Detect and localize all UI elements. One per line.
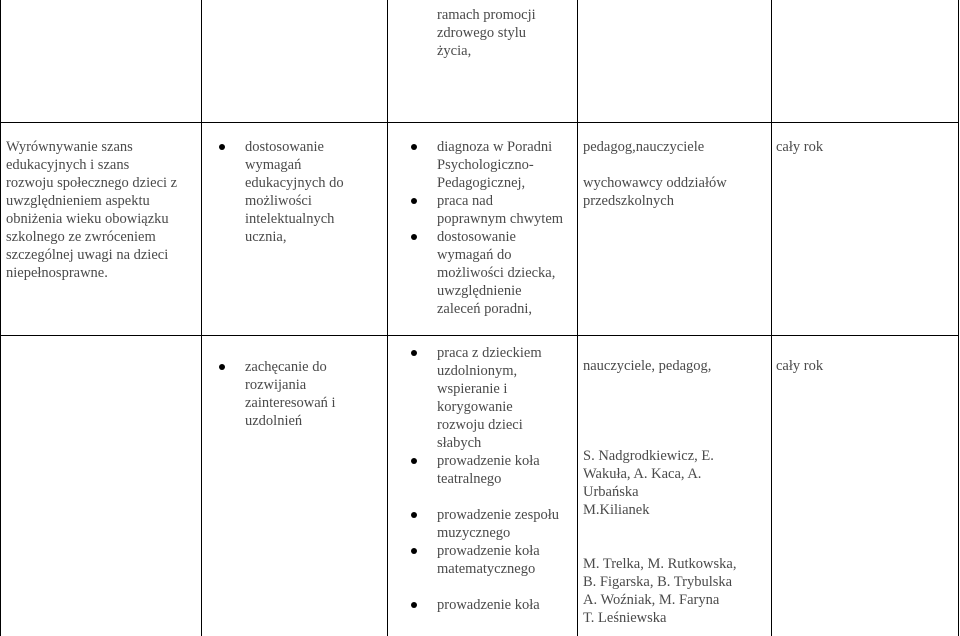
row1-deadline-text: cały rok	[776, 139, 824, 155]
column-divider-3	[577, 0, 578, 636]
row-divider-1	[0, 122, 959, 123]
row1-activities-list	[437, 138, 577, 318]
table-border-right	[958, 0, 959, 636]
list-item: zachęcanie do rozwijania zainteresowań i uzdolnień	[245, 358, 385, 430]
bullet-icon	[411, 144, 417, 150]
list-item: dostosowanie wymagań do możliwości dziecka, uwzględnienie zaleceń poradni,	[437, 228, 577, 318]
row1-activities-cell	[437, 138, 577, 318]
bullet-icon	[411, 350, 417, 356]
row0-activities-cell	[437, 6, 575, 60]
list-item: prowadzenie koła teatralnego	[437, 452, 577, 488]
bullet-icon	[411, 198, 417, 204]
row2-responsible-text-1: nauczyciele, pedagog,	[583, 358, 712, 374]
row1-area-text: Wyrównywanie szans edukacyjnych i szans rozwoju społecznego dzieci z uwzględnieniem aspektu obniżenia wieku obowiązku szkolnego ze zwróceniem szczególnej uwagi na dzieci niepełnosprawne.	[6, 139, 178, 281]
row2-tasks-list	[245, 358, 385, 430]
row2-deadline-cell	[776, 357, 956, 375]
row1-responsible-cell	[583, 138, 769, 210]
bullet-icon	[411, 602, 417, 608]
row2-responsible-text-3: M. Trelka, M. Rutkowska, B. Figarska, B. Trybulska A. Woźniak, M. Faryna T. Leśniewska	[583, 556, 737, 626]
list-item: prowadzenie koła	[437, 596, 577, 614]
row1-responsible-text-2: wychowawcy oddziałów przedszkolnych	[583, 175, 727, 209]
bullet-icon	[411, 234, 417, 240]
row2-tasks-cell	[245, 358, 385, 430]
row2-deadline-text: cały rok	[776, 358, 824, 374]
bullet-icon	[219, 144, 225, 150]
column-divider-1	[201, 0, 202, 636]
list-item: diagnoza w Poradni Psychologiczno- Pedagogicznej,	[437, 138, 577, 192]
column-divider-2	[387, 0, 388, 636]
bullet-icon	[411, 458, 417, 464]
row1-responsible-text-1: pedagog,nauczyciele	[583, 139, 705, 155]
row-divider-2	[0, 335, 959, 336]
row2-responsible-text-2: S. Nadgrodkiewicz, E. Wakuła, A. Kaca, A. Urbańska M.Kilianek	[583, 448, 714, 518]
row1-tasks-cell	[245, 138, 385, 246]
row2-activities-cell	[437, 344, 577, 614]
list-item: prowadzenie koła matematycznego	[437, 542, 577, 578]
list-item: praca nad poprawnym chwytem	[437, 192, 577, 228]
bullet-icon	[411, 548, 417, 554]
list-item: prowadzenie zespołu muzycznego	[437, 506, 577, 542]
row0-activities-text: ramach promocji zdrowego stylu życia,	[437, 7, 536, 59]
bullet-icon	[219, 364, 225, 370]
row2-responsible-cell	[583, 357, 769, 626]
column-divider-4	[771, 0, 772, 636]
row1-deadline-cell	[776, 138, 956, 156]
row2-activities-list	[437, 344, 577, 614]
list-item: praca z dzieckiem uzdolnionym, wspieranie i korygowanie rozwoju dzieci słabych	[437, 344, 577, 452]
list-item: dostosowanie wymagań edukacyjnych do możliwości intelektualnych ucznia,	[245, 138, 385, 246]
bullet-icon	[411, 512, 417, 518]
row1-tasks-list	[245, 138, 385, 246]
row1-area-cell	[6, 138, 200, 282]
table-border-left	[0, 0, 1, 636]
